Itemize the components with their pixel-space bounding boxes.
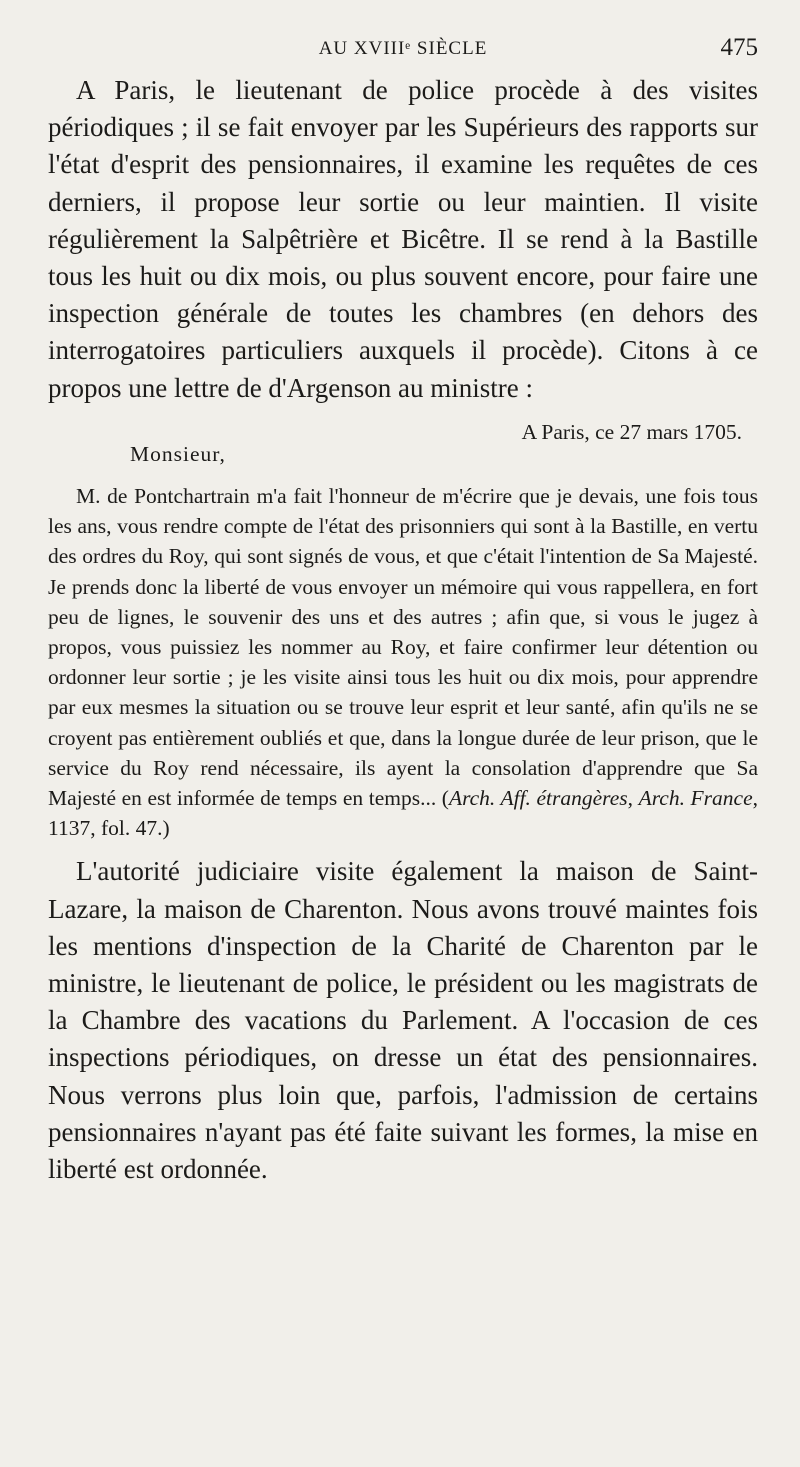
letter-salutation: Monsieur, [130,441,226,466]
running-title: AU XVIIIᵉ SIÈCLE [318,38,488,59]
letter-dateline: A Paris, ce 27 mars 1705. [521,419,742,444]
citation-open: ( [436,786,449,811]
citation-comma: , [627,786,639,811]
running-header [48,28,758,72]
letter-body-text: M. de Pontchartrain m'a fait l'honneur de m'écrire que je devais, une fois tous les ans, vous rendre compte de l'état des prisonniers qui sont à la Bastille, en vertu des ordres du Roy, qui sont signés de vous, et que c'était l'intention de Sa Majesté. Je prends donc la liberté de vous envoyer un mémoire qui vous rappellera, en fort peu de lignes, le souvenir des uns et des autres ; afin que, si vous le jugez à propos, vous puissiez les nommer au Roy, et faire confirmer leur détention ou ordonner leur sortie ; je les visite ainsi tous les huit ou dix mois, pour apprendre par eux mesmes la situation ou se trouve leur esprit et leur santé, afin qu'ils ne se croyent pas entièrement oubliés et que, dans la longue durée de leur prison, que le service du Roy rend nécessaire, ils ayent la consolation d'apprendre que Sa Majesté en est informée de temps en temps... [48,484,758,811]
page-number: 475 [720,34,758,61]
paragraph-autorite-judiciaire: L'autorité judiciaire visite également la maison de Saint-Lazare, la maison de Charenton. Nous avons trouvé maintes fois les mentions d'inspection de la Charité de Charenton par le ministre, le lieutenant de police, le président ou les magistrats de la Chambre des vacations du Parlement. A l'occasion de ces inspections périodiques, on dresse un état des pensionnaires. Nous verrons plus loin que, parfois, l'admission de certains pensionnaires n'ayant pas été faite suivant les formes, la mise en liberté est ordonnée. [48,856,758,1185]
quoted-letter [48,417,758,844]
citation-archive-affaires-etrangeres: Arch. Aff. étrangères [448,786,628,811]
paragraph-lieutenant-de-police: A Paris, le lieutenant de police procède à des visites périodiques ; il se fait envoyer par les Supérieurs des rapports sur l'état d'esprit des pensionnaires, il examine les requêtes de ces derniers, il propose leur sortie ou leur maintien. Il visite régulièrement la Salpêtrière et Bicêtre. Il se rend à la Bastille tous les huit ou dix mois, ou plus souvent encore, pour faire une inspection générale de toutes les chambres (en dehors des interrogatoires particuliers auxquels il procède). Citons à ce propos une lettre de d'Argenson au ministre : [48,75,758,403]
citation-close: , 1137, fol. 47.) [48,786,758,841]
letter-body [48,481,758,843]
citation-archive-france: Arch. France [638,786,753,811]
